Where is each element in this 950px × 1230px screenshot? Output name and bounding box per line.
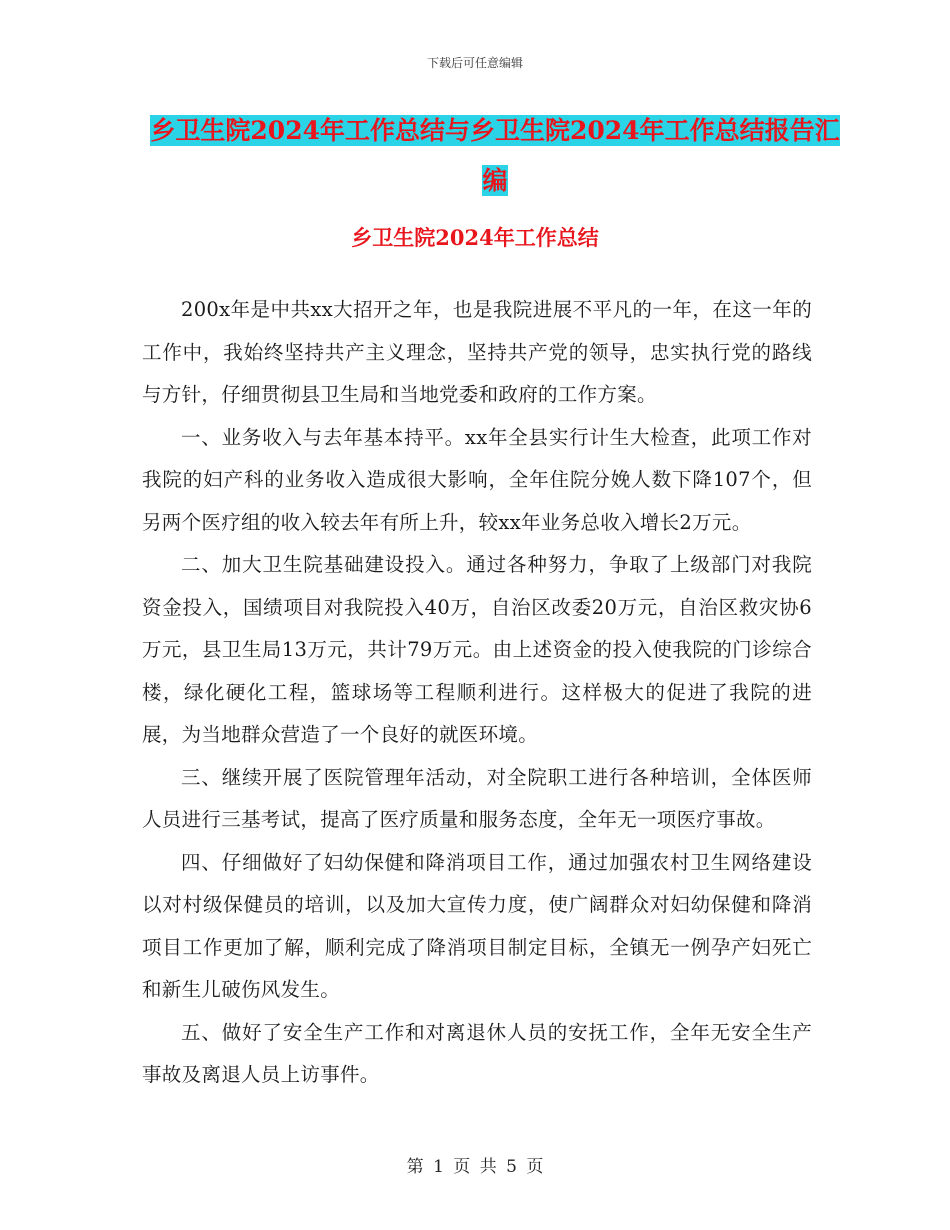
page-footer: 第 1 页 共 5 页 bbox=[406, 1157, 544, 1177]
paragraph: 五、做好了安全生产工作和对离退休人员的安抚工作，全年无安全生产事故及离退人员上访事件。 bbox=[142, 1020, 812, 1086]
paragraph: 二、加大卫生院基础建设投入。通过各种努力，争取了上级部门对我院资金投入，国绩项目对我院投入40万，自治区改委20万元，自治区救灾协6万元，县卫生局13万元，共计79万元。由上述资金的投入使我院的门诊综合楼，绿化硬化工程，篮球场等工程顺利进行。这样极大的促进了我院的进展，为当地群众营造了一个良好的就医环境。 bbox=[142, 553, 812, 746]
body-text bbox=[142, 289, 812, 1097]
section-title: 乡卫生院2024年工作总结 bbox=[351, 225, 599, 250]
header-note: 下载后可任意编辑 bbox=[426, 56, 523, 70]
paragraph: 200x年是中共xx大招开之年，也是我院进展不平凡的一年，在这一年的工作中，我始终坚持共产主义理念，坚持共产党的领导，忠实执行党的路线与方针，仔细贯彻县卫生局和当地党委和政府的工作方案。 bbox=[142, 298, 812, 406]
paragraph: 四、仔细做好了妇幼保健和降消项目工作，通过加强农村卫生网络建设以对村级保健员的培训，以及加大宣传力度，使广阔群众对妇幼保健和降消项目工作更加了解，顺利完成了降消项目制定目标，全镇无一例孕产妇死亡和新生儿破伤风发生。 bbox=[142, 850, 812, 1001]
paragraph: 三、继续开展了医院管理年活动，对全院职工进行各种培训，全体医师人员进行三基考试，提高了医疗质量和服务态度，全年无一项医疗事故。 bbox=[142, 765, 812, 831]
document-title-text: 乡卫生院2024年工作总结与乡卫生院2024年工作总结报告汇编 bbox=[150, 116, 840, 195]
paragraph: 一、业务收入与去年基本持平。xx年全县实行计生大检查，此项工作对我院的妇产科的业务收入造成很大影响，全年住院分娩人数下降107个，但另两个医疗组的收入较去年有所上升，较xx年业务总收入增长2万元。 bbox=[142, 425, 812, 534]
document-title bbox=[150, 106, 840, 206]
